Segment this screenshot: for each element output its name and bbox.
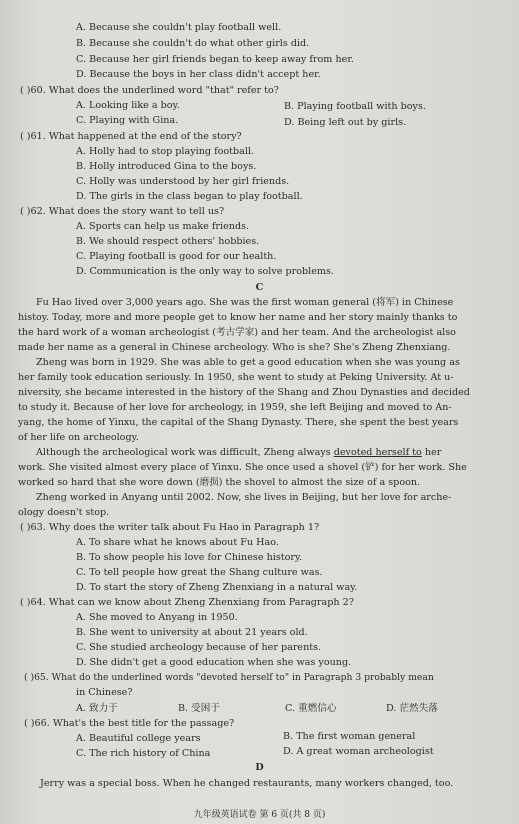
passage-p1-line1: Fu Hao lived over 3,000 years ago. She was the first woman general (将军) in Chinese (36, 297, 454, 308)
prev-option-d: D. Because the boys in her class didn't accept her. (76, 69, 321, 80)
q63-option-a: A. To share what he knows about Fu Hao. (76, 537, 279, 548)
q63-option-c: C. To tell people how great the Shang culture was. (76, 567, 323, 578)
passage-d-line1: Jerry was a special boss. When he changed restaurants, many workers changed, too. (40, 778, 454, 789)
q63-option-d: D. To start the story of Zheng Zhenxiang in a natural way. (76, 582, 358, 593)
passage-p4-line1: Zheng worked in Anyang until 2002. Now, she lives in Beijing, but her love for arche- (36, 492, 452, 503)
passage-p3-line3: worked so hard that she wore down (磨损) the shovel to almost the size of a spoon. (18, 477, 421, 488)
q60-option-d: D. Being left out by girls. (284, 117, 407, 128)
passage-p3-line2: work. She visited almost every place of Yinxu. She once used a shovel (铲) for her work. She (18, 462, 467, 473)
q62-option-a: A. Sports can help us make friends. (76, 221, 250, 232)
q60-option-b: B. Playing football with boys. (284, 101, 426, 112)
q64-option-d: D. She didn't get a good education when she was young. (76, 657, 352, 668)
q65-option-c: C. 重燃信心 (285, 703, 337, 714)
q60-option-c: C. Playing with Gina. (76, 115, 179, 126)
q61-option-c: C. Holly was understood by her girl friends. (76, 176, 290, 187)
q62-option-b: B. We should respect others' hobbies. (76, 236, 260, 247)
question-66: ( )66. What's the best title for the passage? (24, 718, 235, 729)
prev-option-b: B. Because she couldn't do what other girls did. (76, 38, 310, 49)
q64-option-a: A. She moved to Anyang in 1950. (76, 612, 238, 623)
passage-p2-line4: to study it. Because of her love for archeology, in 1959, she left Beijing and moved to An- (18, 402, 452, 413)
q62-option-c: C. Playing football is good for our health. (76, 251, 277, 262)
passage-p2-line3: niversity, she became interested in the history of the Shang and Zhou Dynasties and decided (18, 387, 470, 398)
question-65: ( )65. What do the underlined words "devoted herself to" in Paragraph 3 probably mean (24, 672, 434, 683)
page-footer: 九年级英语试卷 第 6 页(共 8 页) (193, 810, 326, 820)
q65-option-d: D. 茫然失落 (386, 703, 438, 714)
q65-option-a: A. 致力于 (76, 703, 118, 714)
passage-p3-line1-start: Although the archeological work was difficult, Zheng always (36, 447, 334, 458)
q66-option-b: B. The first woman general (283, 731, 416, 742)
passage-p2-line2: her family took education seriously. In 1950, she went to study at Peking University. At u- (18, 372, 454, 383)
passage-p1-line3: the hard work of a woman archeologist (考古学家) and her team. And the archeologist also (18, 327, 456, 338)
underlined-phrase: devoted herself to (333, 447, 422, 458)
q65-option-b: B. 受困于 (178, 703, 220, 714)
passage-p2-line5: yang, the home of Yinxu, the capital of the Shang Dynasty. There, she spent the best years (18, 417, 459, 428)
q64-option-c: C. She studied archeology because of her parents. (76, 642, 322, 653)
question-60: ( )60. What does the underlined word "that" refer to? (20, 85, 279, 96)
passage-p2-line6: of her life on archeology. (18, 432, 139, 443)
q63-option-b: B. To show people his love for Chinese history. (76, 552, 303, 563)
question-61: ( )61. What happened at the end of the story? (20, 131, 242, 142)
passage-p2-line1: Zheng was born in 1929. She was able to get a good education when she was young as (36, 357, 460, 368)
q62-option-d: D. Communication is the only way to solve problems. (76, 266, 334, 277)
q66-option-c: C. The rich history of China (76, 748, 211, 759)
section-c-heading: C (255, 282, 264, 293)
passage-p4-line2: ology doesn't stop. (18, 507, 110, 518)
q66-option-a: A. Beautiful college years (76, 733, 201, 744)
section-d-heading: D (255, 762, 264, 773)
q64-option-b: B. She went to university at about 21 years old. (76, 627, 308, 638)
q66-option-d: D. A great woman archeologist (283, 746, 434, 757)
question-62: ( )62. What does the story want to tell us? (20, 206, 225, 217)
prev-option-c: C. Because her girl friends began to keep away from her. (76, 54, 354, 65)
passage-p3-line1 (36, 447, 441, 459)
passage-p1-line2: histoy. Today, more and more people get to know her name and her story mainly thanks to (18, 312, 458, 323)
q61-option-d: D. The girls in the class began to play football. (76, 191, 303, 202)
q60-option-a: A. Looking like a boy. (76, 100, 180, 111)
question-65-cont: in Chinese? (76, 687, 133, 698)
prev-option-a: A. Because she couldn't play football well. (76, 22, 282, 33)
passage-p1-line4: made her name as a general in Chinese archeology. Who is she? She's Zheng Zhenxiang. (18, 342, 451, 353)
question-64: ( )64. What can we know about Zheng Zhenxiang from Paragraph 2? (20, 597, 354, 608)
question-63: ( )63. Why does the writer talk about Fu Hao in Paragraph 1? (20, 522, 320, 533)
passage-p3-line1-end: her (421, 447, 442, 458)
q61-option-a: A. Holly had to stop playing football. (76, 146, 255, 157)
q61-option-b: B. Holly introduced Gina to the boys. (76, 161, 257, 172)
